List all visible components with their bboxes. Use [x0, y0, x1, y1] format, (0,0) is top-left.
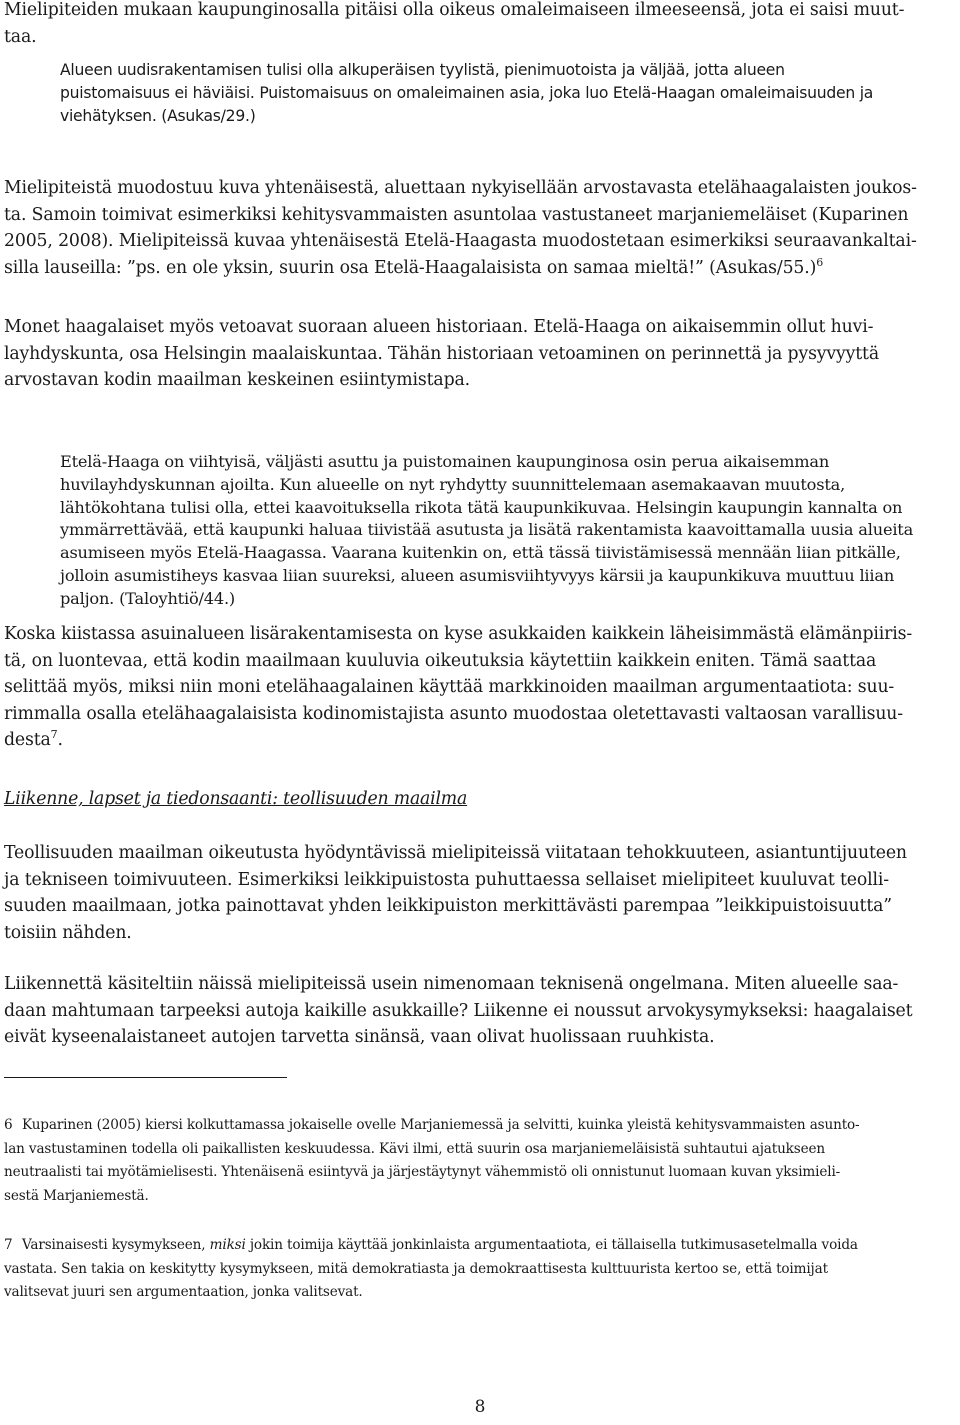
footnote-ref-7: 7: [50, 728, 58, 742]
text-line: Teollisuuden maailman oikeutusta hyödyntävissä mielipiteissä viitataan tehokkuuteen, asiantuntijuuteen: [4, 843, 907, 863]
text-line: asumiseen myös Etelä-Haagassa. Vaarana kuitenkin on, että tässä tiivistämisessä mennään liian pitkälle,: [60, 543, 901, 563]
text-line: ymmärrettävää, että kaupunki haluaa tiivistää asutusta ja lisätä rakentamista kaavoittamalla uusia alueita: [60, 520, 914, 540]
text-line: vastata. Sen takia on keskitytty kysymykseen, mitä demokratiasta ja demokraattisesta kulttuurista kertoo se, että toimijat: [4, 1260, 828, 1277]
text-line: paljon. (Taloyhtiö/44.): [60, 588, 236, 608]
text-line: eivät kyseenalaistaneet autojen tarvetta sinänsä, vaan olivat huolissaan ruuhkista.: [4, 1027, 715, 1047]
text-line: silla lauseilla: ”ps. en ole yksin, suurin osa Etelä-Haagalaisista on samaa mieltä!” (Asukas/55.): [4, 257, 817, 278]
paragraph-home-world: [4, 621, 956, 754]
text-line: Monet haagalaiset myös vetoavat suoraan alueen historiaan. Etelä-Haaga on aikaisemmin ollut huvi-: [4, 317, 874, 337]
text-line: arvostavan kodin maailman keskeinen esiintymistapa.: [4, 370, 470, 390]
text-line: suuden maailmaan, jotka painottavat yhden leikkipuiston merkittävästi parempaa ”leikkipuistoisuutta”: [4, 896, 892, 916]
text-line: Mielipiteiden mukaan kaupunginosalla pitäisi olla oikeus omaleimaiseen ilmeeseensä, jota ei saisi muut-: [4, 0, 905, 20]
footnote-mark: 7: [4, 1237, 13, 1253]
text-line: lan vastustaminen todella oli paikallisten keskuudessa. Kävi ilmi, että suurin osa marjaniemeläisistä suhtautui ajatukseen: [4, 1140, 825, 1157]
footnote-ref-6: 6: [816, 255, 824, 269]
text-line: Etelä-Haaga on viihtyisä, väljästi asuttu ja puistomainen kaupunginosa osin perua aikaisemman: [60, 452, 830, 471]
text-line: ta. Samoin toimivat esimerkiksi kehitysvammaisten asuntolaa vastustaneet marjaniemeläiset (Kuparinen: [4, 204, 909, 225]
paragraph-traffic: [4, 971, 956, 1051]
text-line: jolloin asumistiheys kasvaa liian suureksi, alueen asumisviihtyvyys kärsii ja kaupunkikuva muuttuu liian: [60, 565, 895, 585]
paragraph-unified-image: [4, 175, 956, 281]
text-line: rimmalla osalla etelähaagalaisista kodinomistajista asunto muodostaa oletettavasti valtaosan varallisuu-: [4, 703, 903, 724]
text-fragment: Varsinaisesti kysymykseen,: [22, 1237, 210, 1253]
page-number: 8: [474, 1397, 486, 1417]
paragraph-local-identity: [4, 0, 956, 50]
text-line: daan mahtumaan tarpeeksi autoja kaikille asukkaille? Liikenne ei noussut arvokysymykseksi: haagalaiset: [4, 1000, 913, 1021]
text-line: desta: [4, 730, 51, 750]
text-line: taa.: [4, 26, 37, 47]
text-line: lähtökohtana tulisi olla, ettei kaavoituksella rikota tätä kaupunkikuvaa. Helsingin kaupungin kannalta on: [60, 497, 903, 517]
text-line: Kuparinen (2005) kiersi kolkuttamassa jokaiselle ovelle Marjaniemessä ja selvitti, kuinka yleistä kehitysvammaisten asunto-: [22, 1117, 860, 1133]
text-line: huvilayhdyskunnan ajoilta. Kun alueelle on nyt ryhdytty suunnittelemaan asemakaavan muutosta,: [60, 474, 846, 494]
text-line: Mielipiteistä muodostuu kuva yhtenäisestä, aluettaan nykyisellään arvostavasta etelähaagalaisten joukos-: [4, 178, 917, 198]
footnote-6: [4, 1114, 956, 1208]
text-line: Koska kiistassa asuinalueen lisärakentamisesta on kyse asukkaiden kaikkein läheisimmästä elämänpiiris-: [4, 624, 913, 644]
text-line: layhdyskunta, osa Helsingin maalaiskuntaa. Tähän historiaan vetoaminen on perinnettä ja pysyvyyttä: [4, 343, 879, 364]
text-line: neutraalisti tai myötämielisesti. Yhtenäisenä esiintyvä ja järjestäytynyt vähemmistö oli onnistunut luomaan kuvan yksimieli-: [4, 1164, 841, 1180]
paragraph-history: [4, 314, 956, 394]
text-line: toisiin nähden.: [4, 922, 132, 943]
text-line: 2005, 2008). Mielipiteissä kuvaa yhtenäisestä Etelä-Haagasta muodostetaan esimerkiksi seuraavankaltai-: [4, 231, 917, 251]
emphasis: miksi: [209, 1237, 246, 1253]
text-line: viehätyksen. (Asukas/29.): [60, 106, 256, 125]
footnote-mark: 6: [4, 1117, 13, 1133]
text-line: Liikennettä käsiteltiin näissä mielipiteissä usein nimenomaan teknisenä ongelmana. Miten alueelle saa-: [4, 974, 899, 994]
text-line: sestä Marjaniemestä.: [4, 1187, 149, 1204]
text-line: Alueen uudisrakentamisen tulisi olla alkuperäisen tyylistä, pienimuotoista ja väljää, jotta alueen: [60, 61, 785, 79]
quote-taloyhtio-44: [60, 451, 956, 611]
text-line: ja tekniseen toimivuuteen. Esimerkiksi leikkipuistosta puhuttaessa sellaiset mielipiteet kuuluvat teolli-: [4, 869, 889, 890]
text-line: puistomaisuus ei häviäisi. Puistomaisuus on omaleimainen asia, joka luo Etelä-Haagan omaleimaisuuden ja: [60, 83, 874, 102]
sentence-end: .: [57, 730, 63, 750]
footnote-7: [4, 1234, 956, 1305]
section-heading: Liikenne, lapset ja tiedonsaanti: teollisuuden maailma: [4, 789, 468, 809]
footnote-divider: [4, 1077, 287, 1078]
text-fragment: jokin toimija käyttää jonkinlaista argumentaatiota, ei tällaisella tutkimusasetelmalla voida: [245, 1237, 858, 1253]
paragraph-industrial-world: [4, 840, 956, 946]
quote-asukas-29: [60, 59, 956, 127]
text-line: selittää myös, miksi niin moni etelähaagalainen käyttää markkinoiden maailman argumentaatiota: suu-: [4, 677, 895, 697]
text-line: tä, on luontevaa, että kodin maailmaan kuuluvia oikeutuksia käytettiin kaikkein eniten. Tämä saattaa: [4, 650, 877, 671]
text-line: valitsevat juuri sen argumentaation, jonka valitsevat.: [4, 1284, 363, 1300]
